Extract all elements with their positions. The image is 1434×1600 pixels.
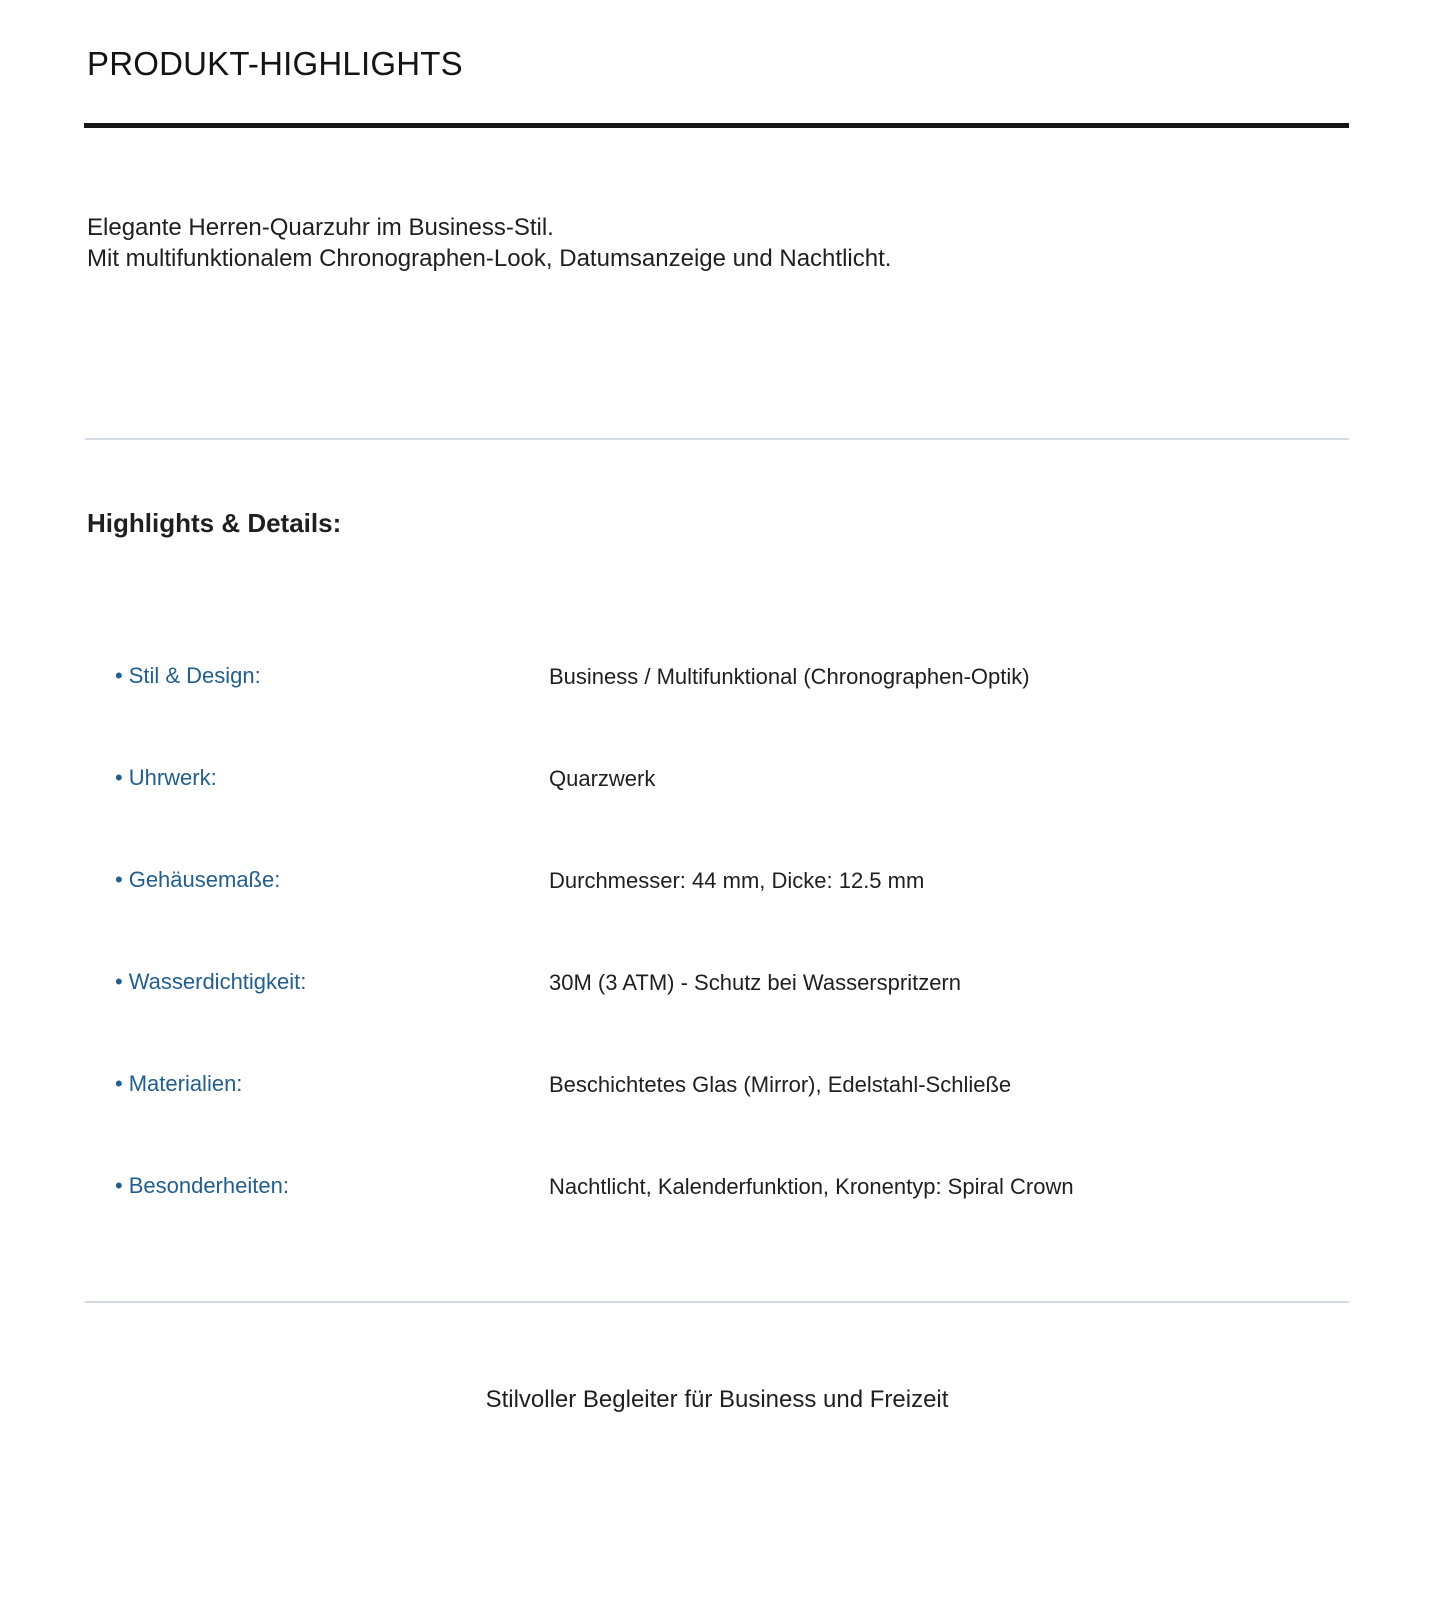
detail-row-style <box>115 662 1315 764</box>
detail-label <box>115 1070 242 1099</box>
detail-row-case-dimensions <box>115 866 1315 968</box>
detail-row-movement <box>115 764 1315 866</box>
section-heading: Highlights & Details: <box>87 508 342 538</box>
detail-label-text: Gehäusemaße: <box>128 867 281 892</box>
footer-tagline: Stilvoller Begleiter für Business und Freizeit <box>485 1386 949 1413</box>
detail-label-text: Uhrwerk: <box>128 765 217 790</box>
detail-row-materials <box>115 1070 1315 1172</box>
bullet-icon: • <box>115 663 123 688</box>
detail-label-text: Materialien: <box>128 1071 243 1096</box>
detail-label-text: Wasserdichtigkeit: <box>128 969 307 994</box>
intro-line-1: Elegante Herren-Quarzuhr im Business-Stil. <box>87 214 554 241</box>
detail-label <box>115 968 306 997</box>
detail-value: Business / Multifunktional (Chronographen-Optik) <box>549 664 1030 689</box>
bullet-icon: • <box>115 867 123 892</box>
detail-label <box>115 662 261 691</box>
page-title: PRODUKT-HIGHLIGHTS <box>87 45 463 82</box>
bullet-icon: • <box>115 969 123 994</box>
intro-text <box>87 212 891 274</box>
detail-row-water-resistance <box>115 968 1315 1070</box>
bullet-icon: • <box>115 765 123 790</box>
detail-label <box>115 866 280 895</box>
section-divider-top <box>85 438 1349 440</box>
detail-label <box>115 1172 289 1201</box>
detail-value: Quarzwerk <box>549 766 656 791</box>
detail-value: Beschichtetes Glas (Mirror), Edelstahl-Schließe <box>549 1072 1012 1097</box>
detail-value: Nachtlicht, Kalenderfunktion, Kronentyp: Spiral Crown <box>549 1174 1074 1199</box>
detail-row-features <box>115 1172 1315 1274</box>
detail-value: 30M (3 ATM) - Schutz bei Wasserspritzern <box>549 970 961 995</box>
details-list <box>115 662 1315 1274</box>
intro-line-2: Mit multifunktionalem Chronographen-Look, Datumsanzeige und Nachtlicht. <box>87 245 892 272</box>
detail-value: Durchmesser: 44 mm, Dicke: 12.5 mm <box>549 868 925 893</box>
section-divider-bottom <box>85 1301 1349 1303</box>
bullet-icon: • <box>115 1071 123 1096</box>
detail-label <box>115 764 217 793</box>
bullet-icon: • <box>115 1173 123 1198</box>
detail-label-text: Stil & Design: <box>128 663 261 688</box>
detail-label-text: Besonderheiten: <box>128 1173 289 1198</box>
title-divider <box>84 123 1349 128</box>
